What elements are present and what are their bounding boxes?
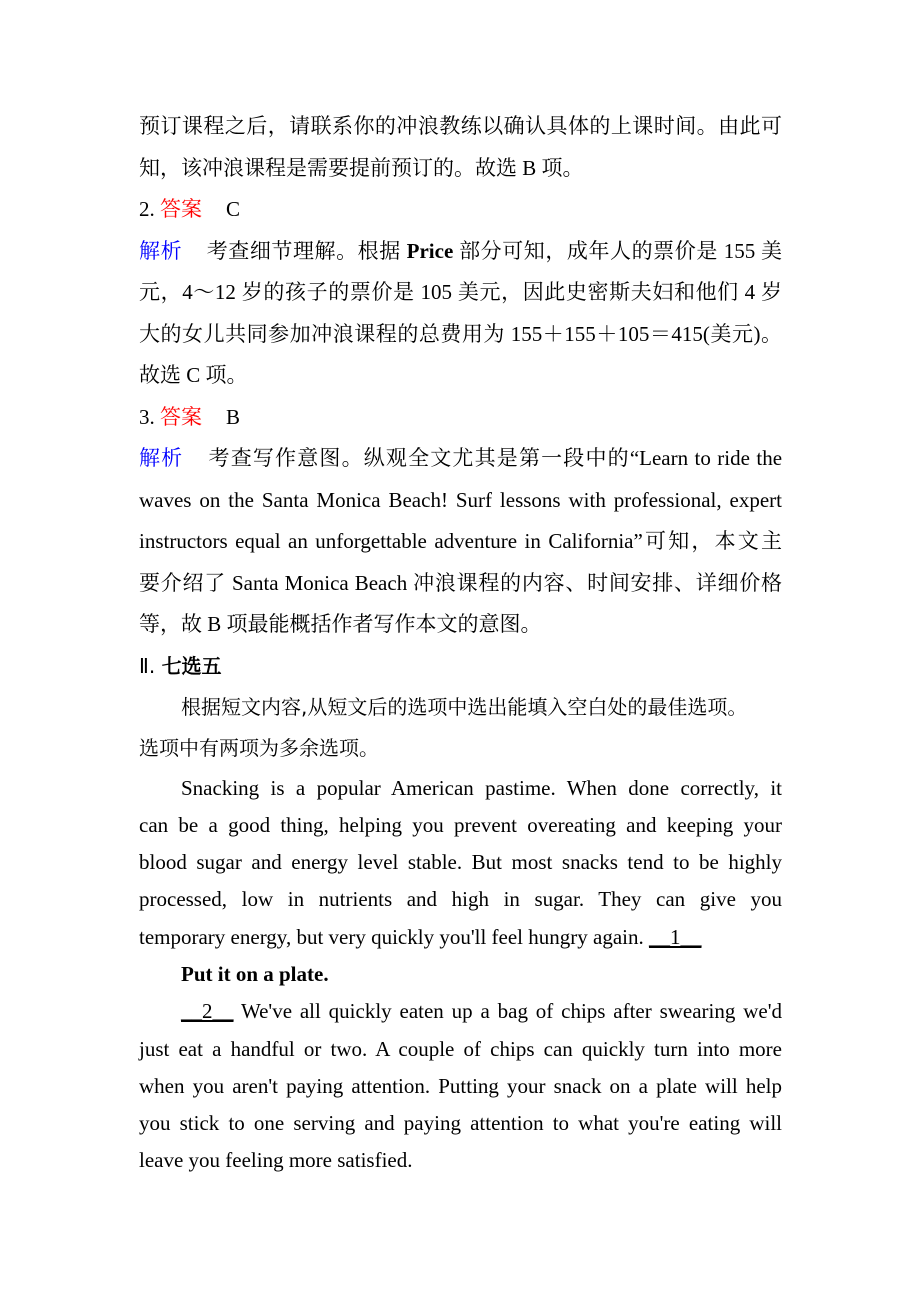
passage-text: temporary energy, but very quickly you'll feel hungry again. xyxy=(139,924,644,949)
analysis-text: 部分可知，成年人的票价是 155 美 xyxy=(453,238,783,263)
passage-line: when you aren't paying attention. Putting your snack on a plate will help xyxy=(139,1073,782,1098)
question-number: 3. xyxy=(139,404,155,429)
answer-row xyxy=(139,189,782,231)
analysis-line: 故选 C 项。 xyxy=(139,363,248,387)
passage-line: you stick to one serving and paying attention to what you're eating will xyxy=(139,1111,782,1136)
analysis-text: 考查写作意图。纵观全文尤其是第一段中的“Learn to ride the xyxy=(207,446,783,470)
passage-line: blood sugar and energy level stable. But most snacks tend to be highly xyxy=(139,850,782,875)
blank-2: __2__ xyxy=(181,999,234,1024)
passage xyxy=(139,770,782,1180)
analysis-line xyxy=(139,438,782,480)
analysis-line: 大的女儿共同参加冲浪课程的总费用为 155＋155＋105＝415(美元)。 xyxy=(139,321,782,346)
price-keyword: Price xyxy=(406,238,454,263)
analysis-line: instructors equal an unforgettable adventure in California”可知，本文主 xyxy=(139,529,782,553)
passage-line: Snacking is a popular American pastime. When done correctly, it xyxy=(181,775,782,800)
passage-line: can be a good thing, helping you prevent overeating and keeping your xyxy=(139,812,782,837)
analysis-line: 等，故 B 项最能概括作者写作本文的意图。 xyxy=(139,612,542,636)
passage-line: processed, low in nutrients and high in sugar. They can give you xyxy=(139,887,782,912)
document-page xyxy=(139,106,782,1180)
text-line: 预订课程之后，请联系你的冲浪教练以确认具体的上课时间。由此可 xyxy=(139,114,782,138)
answer-label: 答案 xyxy=(160,197,202,221)
text-line: 知，该冲浪课程是需要提前预订的。故选 B 项。 xyxy=(139,155,584,180)
passage-line: leave you feeling more satisfied. xyxy=(139,1148,413,1173)
passage-line: just eat a handful or two. A couple of chips can quickly turn into more xyxy=(139,1036,782,1061)
blank-1: __1__ xyxy=(648,924,702,949)
answer-value: C xyxy=(226,197,241,221)
analysis-label: 解析 xyxy=(139,446,184,470)
analysis-line: waves on the Santa Monica Beach! Surf lessons with professional, expert xyxy=(139,487,782,512)
question-number: 2. xyxy=(139,197,155,221)
section-title: 七选五 xyxy=(161,653,222,678)
instruction-line: 选项中有两项为多余选项。 xyxy=(139,736,379,760)
section-numeral: Ⅱ. xyxy=(139,653,156,678)
passage-text: We've all quickly eaten up a bag of chips after swearing we'd xyxy=(233,999,782,1024)
analysis-label: 解析 xyxy=(139,238,183,263)
passage-line xyxy=(139,993,782,1030)
answer-row xyxy=(139,397,782,439)
passage-line xyxy=(139,919,782,956)
answer-value: B xyxy=(226,404,241,429)
analysis-text: 考查细节理解。根据 xyxy=(206,238,407,263)
passage-subheading: Put it on a plate. xyxy=(181,961,329,986)
section-heading xyxy=(139,646,782,687)
analysis-line: 元，4～12 岁的孩子的票价是 105 美元，因此史密斯夫妇和他们 4 岁 xyxy=(139,280,782,304)
instruction-line: 根据短文内容,从短文后的选项中选出能填入空白处的最佳选项。 xyxy=(181,694,748,719)
analysis-line xyxy=(139,231,782,273)
analysis-line: 要介绍了 Santa Monica Beach 冲浪课程的内容、时间安排、详细价格 xyxy=(139,570,782,595)
answer-label: 答案 xyxy=(160,404,202,429)
